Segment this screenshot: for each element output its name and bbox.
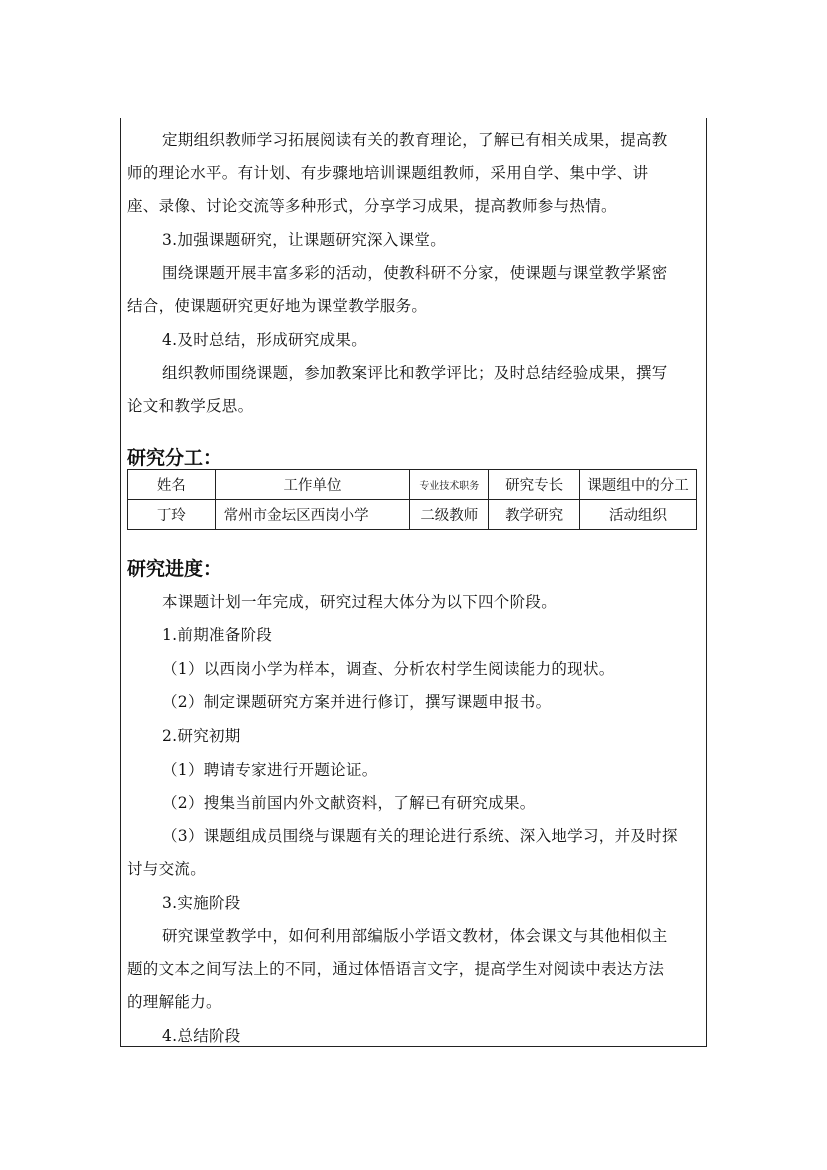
stage2-item-3: （3）课题组成员围绕与课题有关的理论进行系统、深入地学习，并及时探: [162, 827, 678, 845]
stage1-item-2: （2）制定课题研究方案并进行修订，撰写课题申报书。: [162, 693, 552, 711]
item3-title: 3.加强课题研究，让课题研究深入课堂。: [162, 231, 446, 249]
stage3-line-2: 题的文本之间写法上的不同，通过体悟语言文字，提高学生对阅读中表达方法: [127, 960, 665, 978]
progress-heading: 研究进度：: [127, 558, 223, 580]
stage2-title: 2.研究初期: [162, 727, 241, 745]
item3-line-1: 围绕课题开展丰富多彩的活动，使教科研不分家，使课题与课堂教学紧密: [162, 264, 668, 282]
table-row: [128, 500, 697, 530]
intro-line-1: 定期组织教师学习拓展阅读有关的教育理论，了解已有相关成果，提高教: [162, 131, 668, 149]
header-expertise: 研究专长: [489, 470, 580, 500]
cell-workplace: 常州市金坛区西岗小学: [215, 500, 410, 530]
cell-name: 丁玲: [128, 500, 216, 530]
item3-line-2: 结合，使课题研究更好地为课堂教学服务。: [127, 297, 428, 315]
research-division-table: [127, 469, 697, 530]
cell-role: 活动组织: [580, 500, 697, 530]
stage3-line-3: 的理解能力。: [127, 993, 222, 1011]
stage3-line-1: 研究课堂教学中，如何利用部编版小学语文教材，体会课文与其他相似主: [162, 927, 668, 945]
header-workplace: 工作单位: [215, 470, 410, 500]
cell-expertise: 教学研究: [489, 500, 580, 530]
header-name: 姓名: [128, 470, 216, 500]
stage1-item-1: （1）以西岗小学为样本，调查、分析农村学生阅读能力的现状。: [162, 660, 615, 678]
stage1-title: 1.前期准备阶段: [162, 626, 273, 644]
intro-line-3: 座、录像、讨论交流等多种形式，分享学习成果，提高教师参与热情。: [127, 197, 617, 215]
stage3-title: 3.实施阶段: [162, 894, 241, 912]
header-role: 课题组中的分工: [580, 470, 697, 500]
item4-title: 4.及时总结，形成研究成果。: [162, 331, 367, 349]
header-title: 专业技术职务: [410, 470, 489, 500]
stage2-item-2: （2）搜集当前国内外文献资料，了解已有研究成果。: [162, 794, 536, 812]
item4-line-2: 论文和教学反思。: [127, 397, 254, 415]
division-heading: 研究分工：: [127, 447, 223, 469]
item4-line-1: 组织教师围绕课题，参加教案评比和教学评比；及时总结经验成果，撰写: [162, 364, 668, 382]
intro-line-2: 师的理论水平。有计划、有步骤地培训课题组教师，采用自学、集中学、讲: [127, 164, 649, 182]
table-header-row: [128, 470, 697, 500]
stage4-title: 4.总结阶段: [162, 1027, 241, 1045]
cell-title: 二级教师: [410, 500, 489, 530]
stage2-item-3-cont: 讨与交流。: [127, 860, 207, 878]
progress-intro: 本课题计划一年完成，研究过程大体分为以下四个阶段。: [162, 593, 558, 611]
stage2-item-1: （1）聘请专家进行开题论证。: [162, 761, 378, 779]
